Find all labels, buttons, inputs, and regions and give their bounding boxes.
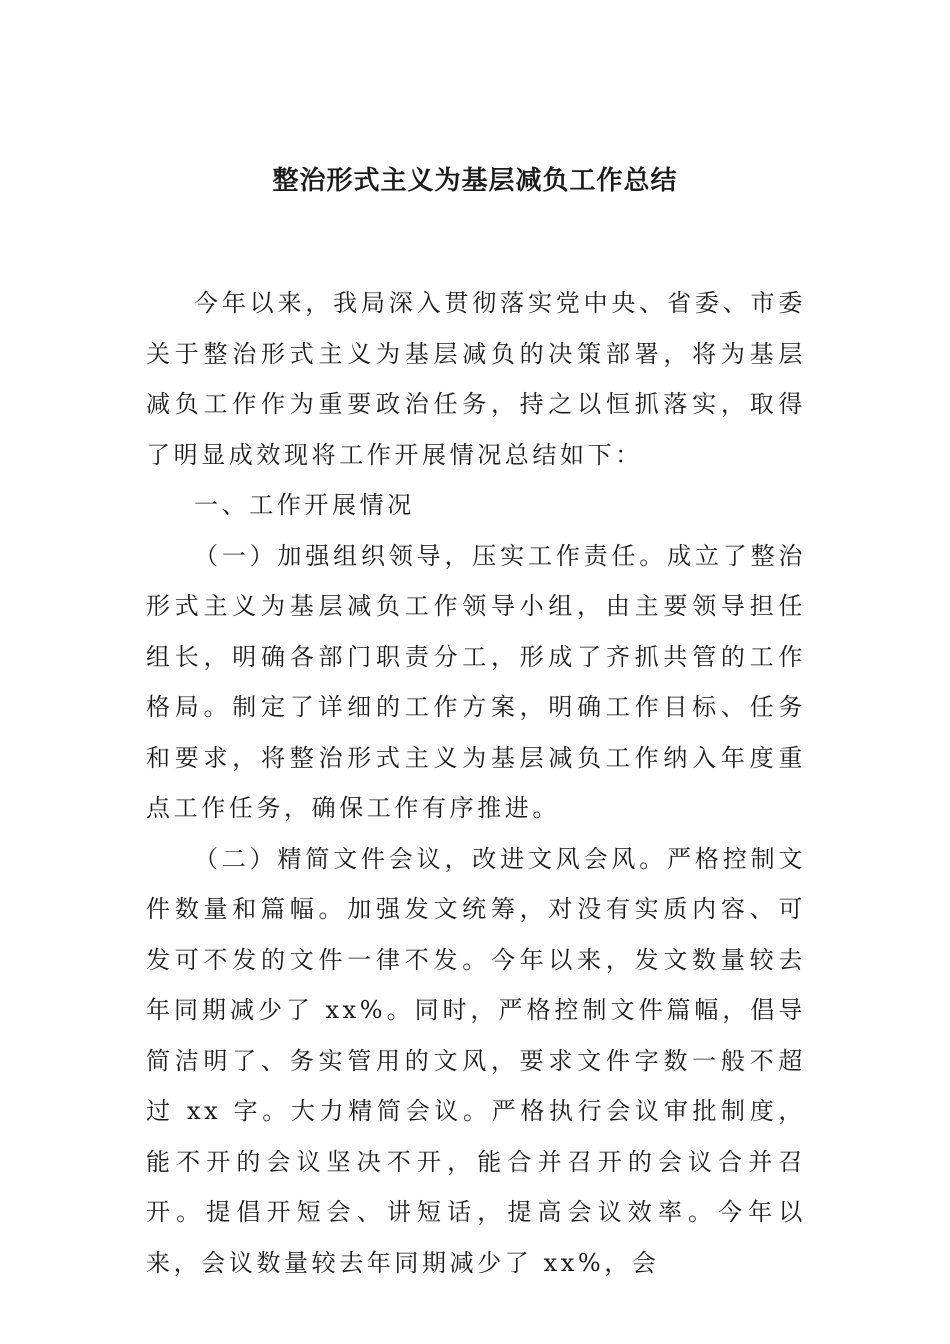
subsection-paragraph-2: （二）精简文件会议，改进文风会风。严格控制文件数量和篇幅。加强发文统筹，对没有实质内容、可发可不发的文件一律不发。今年以来，发文数量较去年同期减少了 xx%。同时，严格控制文件篇幅，倡导简洁明了、务实管用的文风，要求文件字数一般不超过 xx 字。大力精简会议。严格执行会议审批制度，能不开的会议坚决不开，能合并召开的会议合并召开。提倡开短会、讲短话，提高会议效率。今年以来，会议数量较去年同期减少了 xx%，会 xyxy=(146,844,806,1277)
intro-paragraph: 今年以来，我局深入贯彻落实党中央、省委、市委关于整治形式主义为基层减负的决策部署，将为基层减负工作作为重要政治任务，持之以恒抓落实，取得了明显成效现将工作开展情况总结如下： xyxy=(146,289,806,469)
subsection-paragraph-1: （一）加强组织领导，压实工作责任。成立了整治形式主义为基层减负工作领导小组，由主要领导担任组长，明确各部门职责分工，形成了齐抓共管的工作格局。制定了详细的工作方案，明确工作目标、任务和要求，将整治形式主义为基层减负工作纳入年度重点工作任务，确保工作有序推进。 xyxy=(146,541,806,822)
section-heading: 一、工作开展情况 xyxy=(194,491,415,519)
document-body xyxy=(146,278,806,1288)
document-title: 整治形式主义为基层减负工作总结 xyxy=(272,166,678,196)
